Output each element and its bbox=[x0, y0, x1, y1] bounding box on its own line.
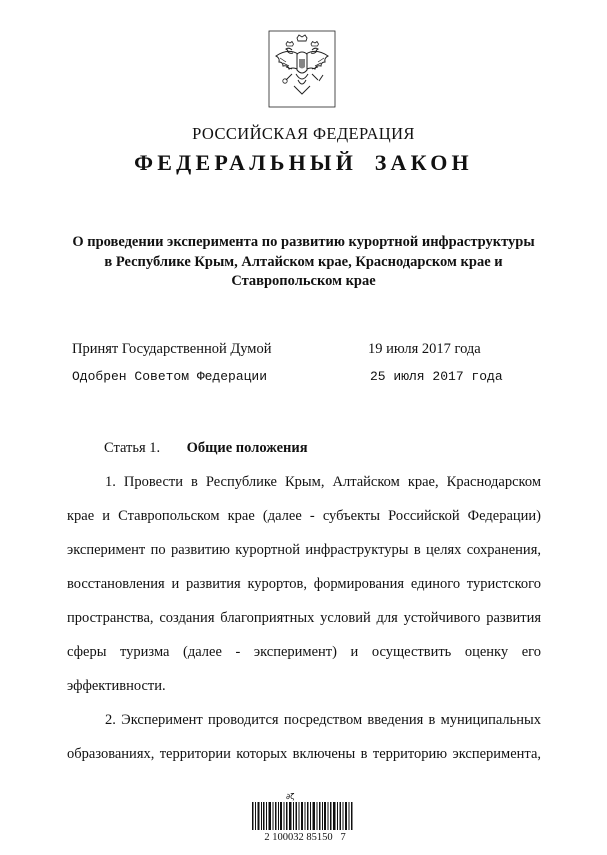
law-title-line: О проведении эксперимента по развитию курортной инфраструктуры bbox=[72, 234, 535, 250]
coat-of-arms-icon bbox=[268, 30, 336, 108]
paragraph-line: крае и Ставропольском крае (далее - субъекты Российской Федерации) bbox=[67, 508, 541, 524]
paragraph-line: эксперимент по развитию курортной инфраструктуры в целях сохранения, bbox=[67, 542, 541, 558]
law-title bbox=[60, 233, 547, 292]
article-heading bbox=[104, 440, 308, 457]
barcode-icon bbox=[252, 802, 354, 830]
barcode-number: 2 100032 85150 7 bbox=[264, 832, 346, 843]
article-title: Общие положения bbox=[186, 440, 308, 456]
barcode-mark: ∂ζ bbox=[286, 792, 295, 801]
law-type-heading: ФЕДЕРАЛЬНЫЙ ЗАКОН bbox=[134, 150, 473, 175]
council-approval-label: Одобрен Советом Федерации bbox=[72, 369, 268, 384]
law-title-line: Ставропольском крае bbox=[231, 273, 376, 289]
country-name: РОССИЙСКАЯ ФЕДЕРАЦИЯ bbox=[192, 124, 415, 143]
paragraph-line: образованиях, территории которых включены в территорию эксперимента, bbox=[67, 746, 541, 762]
duma-adoption-date: 19 июля 2017 года bbox=[368, 341, 481, 357]
paragraph-line: 2. Эксперимент проводится посредством введения в муниципальных bbox=[105, 712, 541, 728]
paragraph-line: пространства, создания благоприятных условий для устойчивого развития bbox=[67, 610, 541, 626]
paragraph-line: сферы туризма (далее - эксперимент) и осуществить оценку его bbox=[67, 644, 541, 660]
article-number: Статья 1. bbox=[104, 440, 161, 456]
duma-adoption-label: Принят Государственной Думой bbox=[72, 341, 272, 357]
paragraph-line: восстановления и развития курортов, формирования единого туристского bbox=[67, 576, 541, 592]
council-approval-date: 25 июля 2017 года bbox=[370, 369, 503, 384]
law-title-line: в Республике Крым, Алтайском крае, Краснодарском крае и bbox=[104, 253, 503, 270]
paragraph-line: 1. Провести в Республике Крым, Алтайском крае, Краснодарском bbox=[105, 474, 541, 490]
barcode bbox=[250, 792, 360, 852]
paragraph-line: эффективности. bbox=[67, 678, 166, 694]
